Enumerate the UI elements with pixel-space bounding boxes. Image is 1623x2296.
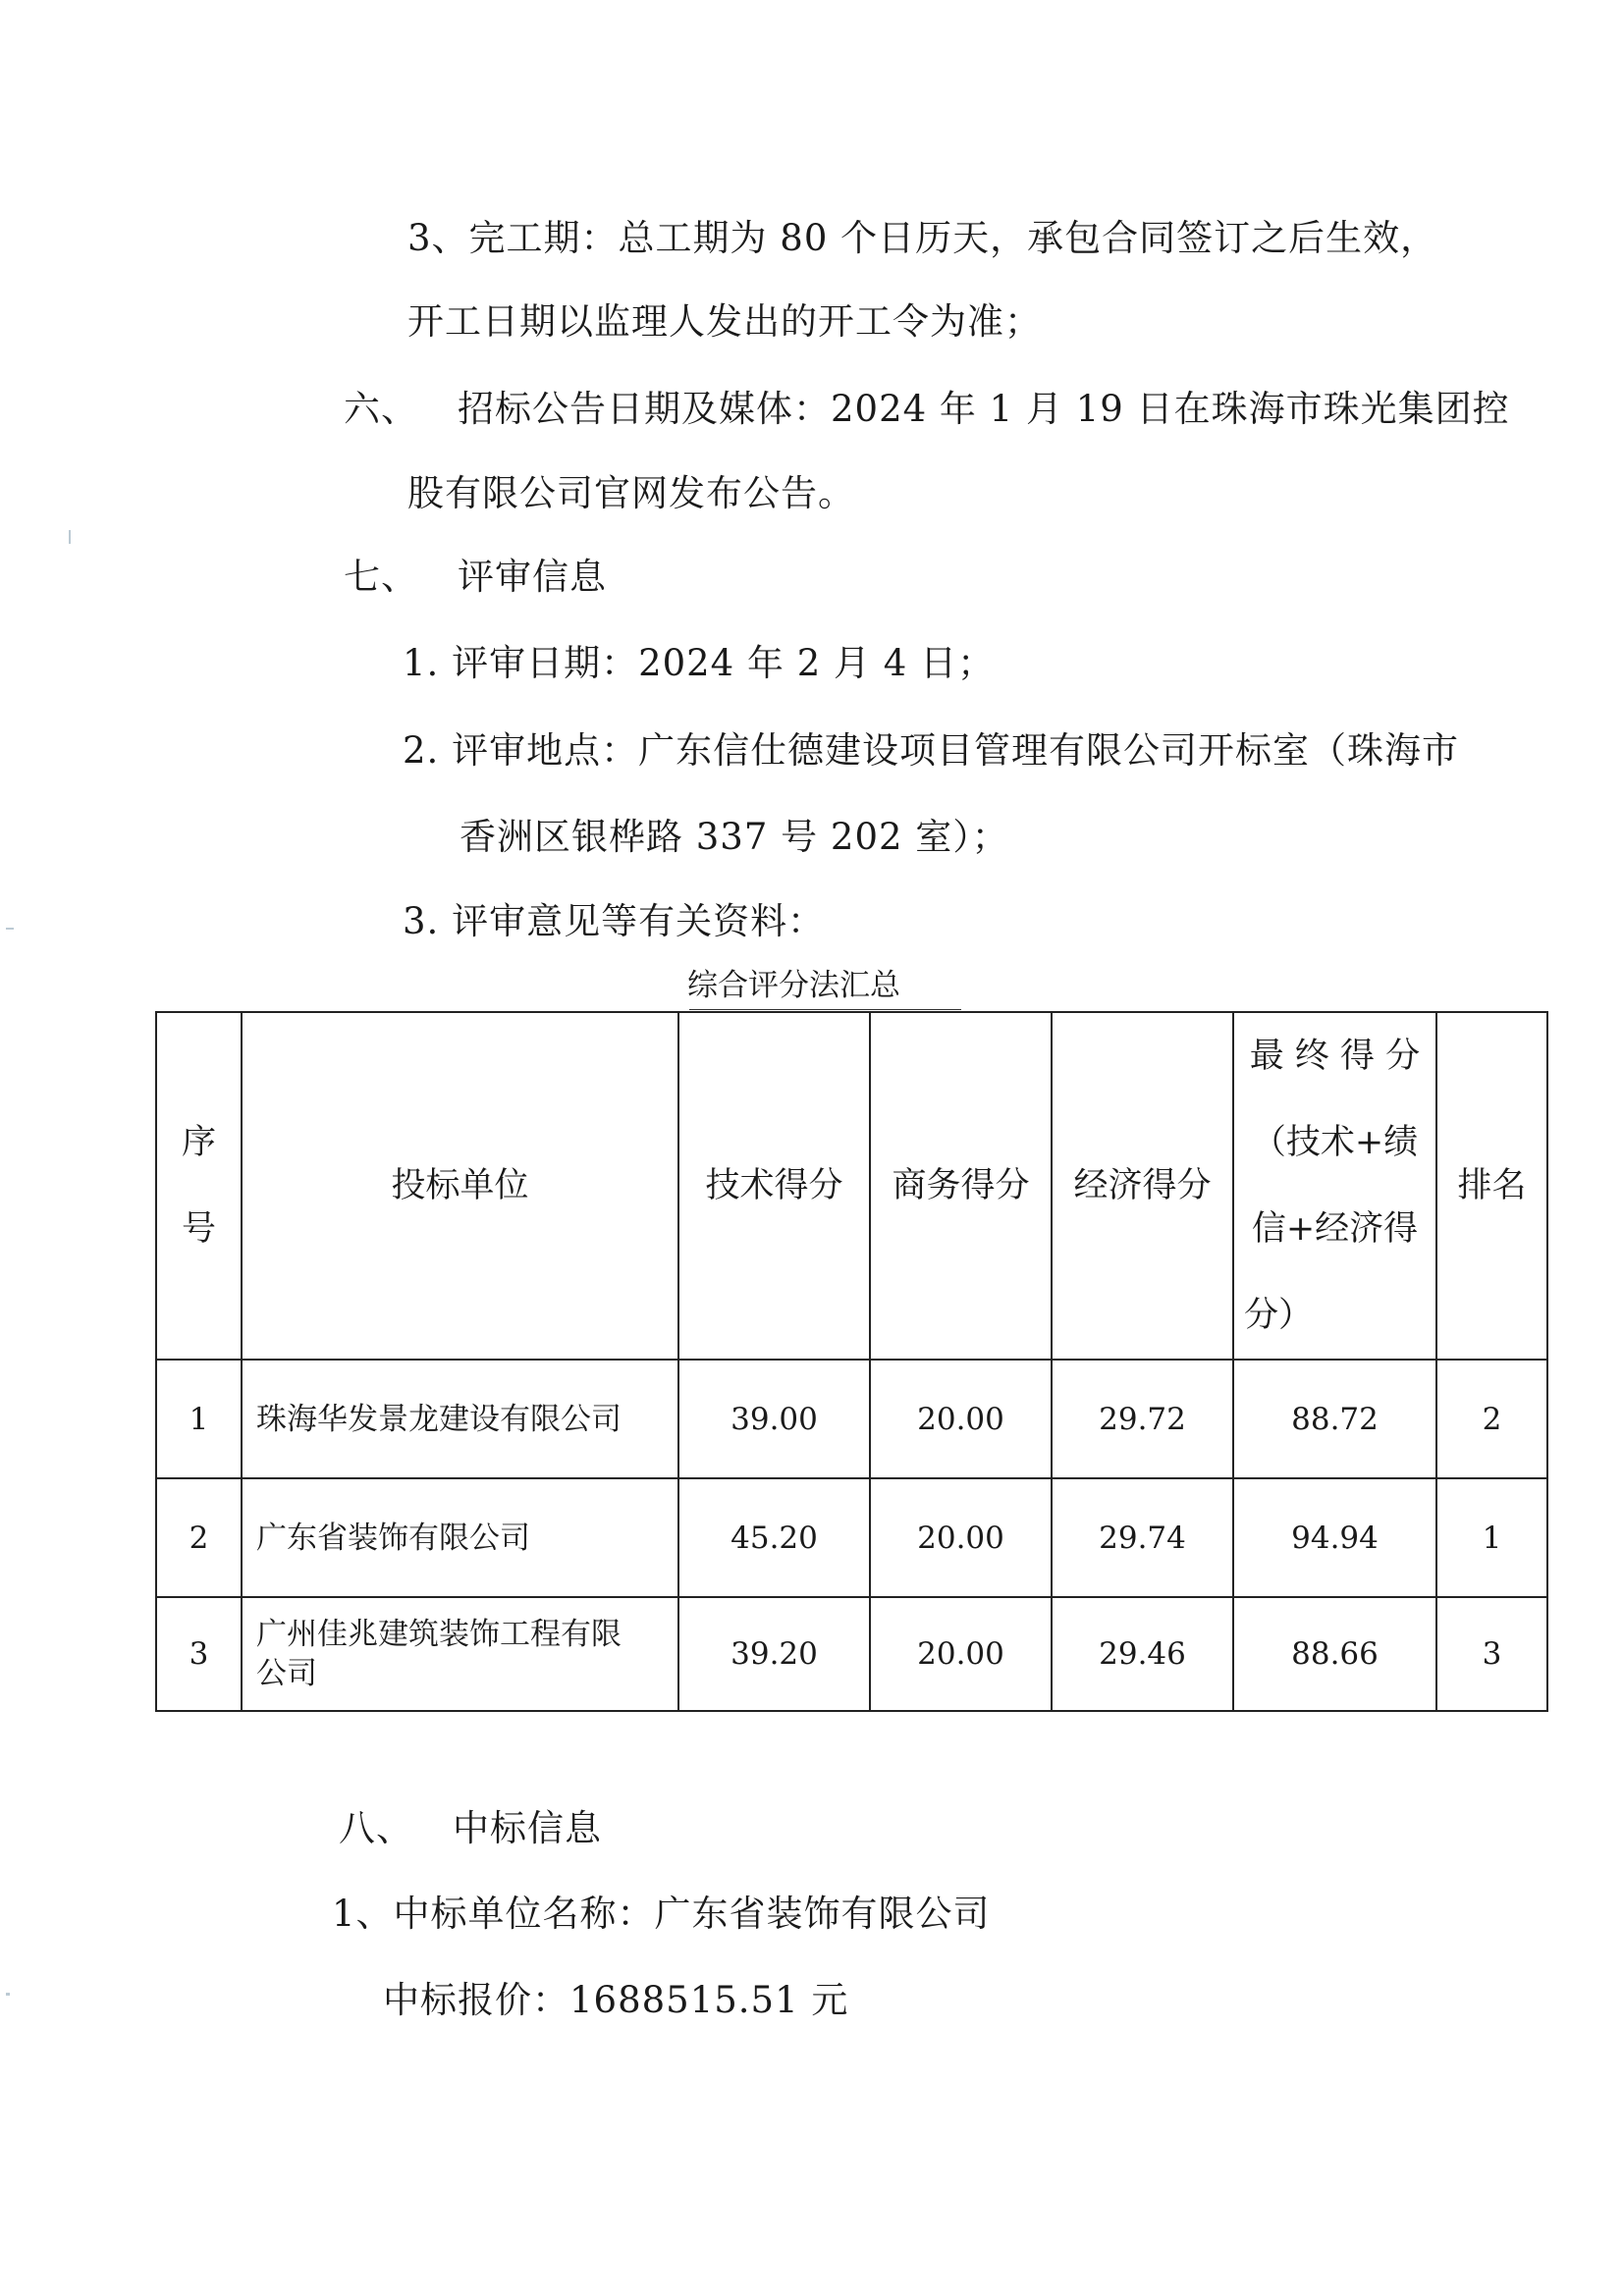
cell-seq: 3 bbox=[156, 1597, 242, 1711]
header-tech-score: 技术得分 bbox=[678, 1012, 870, 1360]
scan-mark bbox=[69, 530, 71, 544]
scan-mark bbox=[6, 1993, 10, 1996]
section-6-label: 六、 bbox=[344, 388, 418, 430]
section-8-heading bbox=[339, 1804, 602, 1853]
scan-mark bbox=[6, 928, 14, 930]
header-economic-score: 经济得分 bbox=[1052, 1012, 1233, 1360]
completion-period-line-2: 开工日期以监理人发出的开工令为准； bbox=[407, 300, 1042, 343]
score-summary-table bbox=[155, 1011, 1548, 1712]
header-final-line-2: （技术+绩 bbox=[1251, 1123, 1419, 1162]
cell-economic-score: 29.46 bbox=[1052, 1597, 1233, 1711]
winning-bid-price: 中标报价：1688515.51 元 bbox=[383, 1979, 849, 2021]
review-materials: 3. 评审意见等有关资料： bbox=[403, 900, 826, 942]
header-final-line-4: 分） bbox=[1244, 1296, 1314, 1335]
review-location-line-2: 香洲区银桦路 337 号 202 室）； bbox=[460, 816, 1009, 858]
section-8-title: 中标信息 bbox=[453, 1807, 602, 1849]
announcement-line-2: 股有限公司官网发布公告。 bbox=[407, 472, 855, 514]
section-6-heading bbox=[344, 385, 1510, 434]
cell-business-score: 20.00 bbox=[870, 1360, 1052, 1478]
section-8-label: 八、 bbox=[339, 1807, 413, 1849]
cell-bidder-line-1: 广州佳兆建筑装饰工程有限 bbox=[256, 1617, 622, 1652]
section-7-heading bbox=[344, 553, 607, 602]
review-date: 1. 评审日期：2024 年 2 月 4 日； bbox=[403, 642, 996, 684]
cell-tech-score: 39.00 bbox=[678, 1360, 870, 1478]
cell-business-score: 20.00 bbox=[870, 1478, 1052, 1597]
cell-bidder-line-2: 公司 bbox=[256, 1656, 317, 1691]
winning-bidder: 1、中标单位名称：广东省装饰有限公司 bbox=[332, 1893, 991, 1935]
cell-rank: 2 bbox=[1436, 1360, 1547, 1478]
header-bidder: 投标单位 bbox=[242, 1012, 678, 1360]
header-seq bbox=[156, 1012, 242, 1360]
cell-tech-score: 45.20 bbox=[678, 1478, 870, 1597]
header-final-line-3: 信+经济得 bbox=[1251, 1209, 1419, 1249]
cell-economic-score: 29.72 bbox=[1052, 1360, 1233, 1478]
cell-bidder bbox=[242, 1597, 678, 1711]
table-row bbox=[156, 1360, 1547, 1478]
table-row bbox=[156, 1478, 1547, 1597]
completion-period-line-1: 3、完工期：总工期为 80 个日历天，承包合同签订之后生效， bbox=[407, 217, 1438, 259]
header-business-score: 商务得分 bbox=[870, 1012, 1052, 1360]
header-rank: 排名 bbox=[1436, 1012, 1547, 1360]
header-final-line-1: 最 终 得 分 bbox=[1249, 1037, 1421, 1076]
header-seq-line-1: 序 bbox=[181, 1123, 216, 1162]
table-header-row bbox=[156, 1012, 1547, 1360]
cell-economic-score: 29.74 bbox=[1052, 1478, 1233, 1597]
cell-tech-score: 39.20 bbox=[678, 1597, 870, 1711]
review-location-line-1: 2. 评审地点：广东信仕德建设项目管理有限公司开标室（珠海市 bbox=[403, 729, 1460, 772]
cell-final-score: 88.72 bbox=[1233, 1360, 1436, 1478]
cell-final-score: 88.66 bbox=[1233, 1597, 1436, 1711]
header-seq-line-2: 号 bbox=[181, 1209, 216, 1249]
header-final-score bbox=[1233, 1012, 1436, 1360]
section-7-label: 七、 bbox=[344, 556, 418, 598]
caption-underline bbox=[689, 1009, 961, 1010]
table-row bbox=[156, 1597, 1547, 1711]
cell-seq: 1 bbox=[156, 1360, 242, 1478]
cell-bidder: 珠海华发景龙建设有限公司 bbox=[242, 1360, 678, 1478]
cell-seq: 2 bbox=[156, 1478, 242, 1597]
cell-rank: 3 bbox=[1436, 1597, 1547, 1711]
announcement-line-1: 招标公告日期及媒体：2024 年 1 月 19 日在珠海市珠光集团控 bbox=[458, 388, 1510, 430]
cell-final-score: 94.94 bbox=[1233, 1478, 1436, 1597]
cell-business-score: 20.00 bbox=[870, 1597, 1052, 1711]
cell-bidder: 广东省装饰有限公司 bbox=[242, 1478, 678, 1597]
table-caption: 综合评分法汇总 bbox=[687, 968, 900, 1003]
section-7-title: 评审信息 bbox=[458, 556, 607, 598]
cell-rank: 1 bbox=[1436, 1478, 1547, 1597]
